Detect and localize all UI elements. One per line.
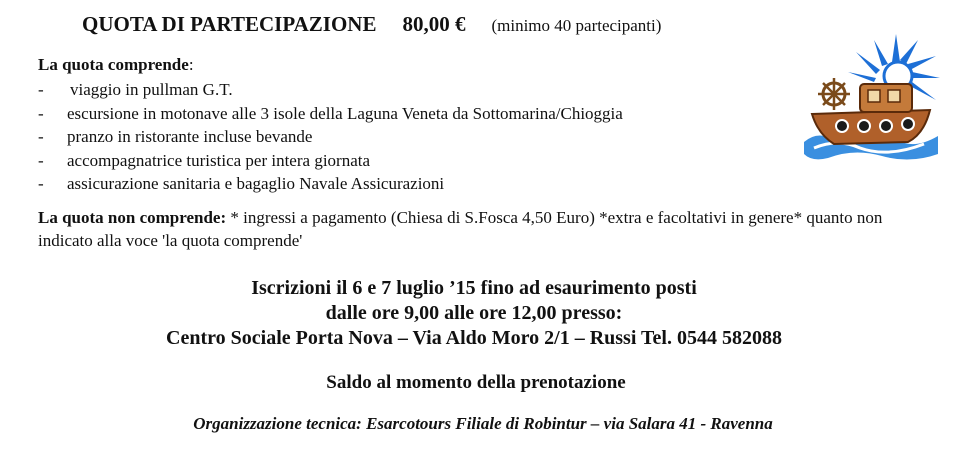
includes-list (38, 78, 623, 196)
includes-heading-colon: : (188, 55, 194, 74)
payment-note: Saldo al momento della prenotazione (326, 372, 626, 393)
list-item-text: pranzo in ristorante incluse bevande (67, 127, 313, 146)
title-row (82, 12, 661, 37)
boat-icon (798, 30, 942, 164)
list-dash: - (38, 150, 44, 170)
list-dash: - (38, 103, 44, 123)
list-item (38, 102, 623, 126)
list-item (38, 172, 623, 196)
list-item-text: assicurazione sanitaria e bagaglio Navale Assicurazioni (67, 174, 445, 193)
minimum-participants: (minimo 40 partecipanti) (491, 16, 662, 35)
registration-hours: dalle ore 9,00 alle ore 12,00 presso: (325, 302, 623, 324)
ship-wheel-icon (818, 78, 850, 110)
includes-heading-label: La quota comprende (38, 55, 189, 74)
registration-venue: Centro Sociale Porta Nova – Via Aldo Moro 2/1 – Russi Tel. 0544 582088 (166, 327, 782, 349)
list-item-text: escursione in motonave alle 3 isole della Laguna Veneta da Sottomarina/Chioggia (67, 103, 623, 123)
excludes-text: * ingressi a pagamento (Chiesa di S.Fosca 4,50 Euro) *extra e facoltativi in genere* quanto non indicato alla voce 'la quota comprende' (38, 208, 883, 250)
list-item (38, 149, 623, 173)
excludes-heading: La quota non comprende: (38, 208, 227, 227)
list-item-text: viaggio in pullman G.T. (70, 80, 233, 99)
includes-heading (38, 55, 194, 75)
registration-block (0, 276, 954, 351)
list-item-text: accompagnatrice turistica per intera giornata (67, 150, 371, 170)
list-item (38, 125, 623, 149)
list-dash: - (38, 80, 44, 99)
excludes-paragraph (38, 206, 938, 252)
price: 80,00 € (402, 12, 466, 36)
registration-dates: Iscrizioni il 6 e 7 luglio ’15 fino ad esaurimento posti (251, 277, 697, 299)
list-dash: - (38, 127, 44, 146)
list-item (38, 78, 623, 102)
page-title: QUOTA DI PARTECIPAZIONE (82, 12, 377, 36)
list-dash: - (38, 174, 44, 193)
organizer-note: Organizzazione tecnica: Esarcotours Filiale di Robintur – via Salara 41 - Ravenna (193, 414, 773, 433)
